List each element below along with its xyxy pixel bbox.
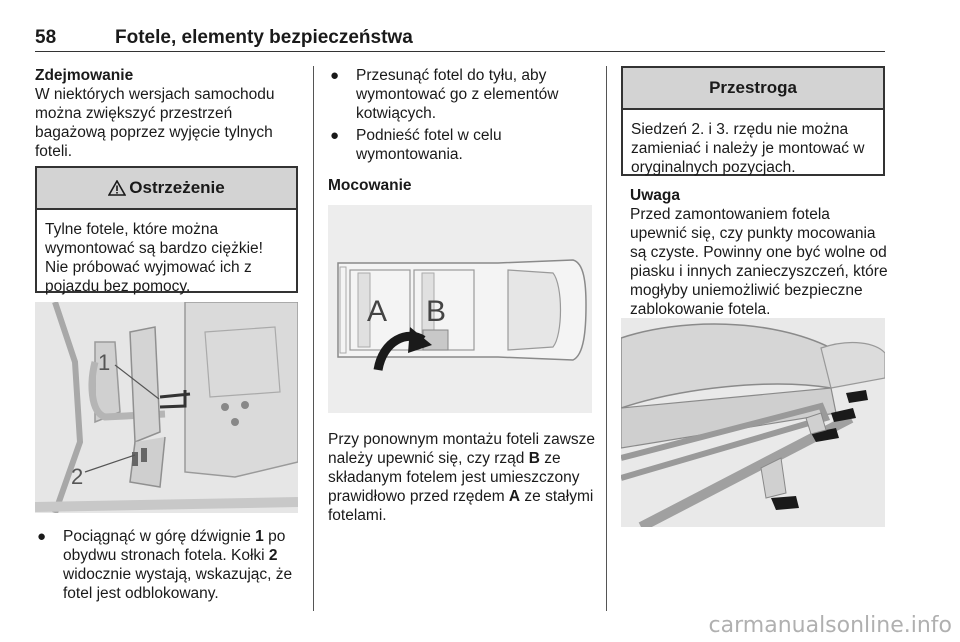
warning-box-header [37, 168, 296, 210]
bullet-lever-instruction [35, 527, 300, 603]
section-heading-mounting: Mocowanie [328, 177, 412, 194]
seat-lever-figure [35, 302, 298, 513]
figure-label-2: 2 [71, 464, 84, 489]
bullet-dot: ● [37, 528, 47, 545]
section-heading-removal: Zdejmowanie [35, 67, 134, 84]
page-number: 58 [35, 27, 57, 48]
figure-label-1: 1 [98, 350, 111, 375]
bullet-dot: ● [330, 67, 340, 84]
caution-body: Siedzeń 2. i 3. rzędu nie można zamieniać i należy je montować w oryginalnych pozycjach. [631, 121, 865, 176]
mounting-paragraph: Przy ponownym montażu foteli zawsze należy upewnić się, czy rząd B ze składanym fotelem jest umieszczony prawidłowo przed rzędem A ze stałymi fotelami. [328, 431, 596, 524]
caution-title: Przestroga [709, 78, 797, 97]
warning-box [35, 166, 298, 293]
column-divider-1 [313, 66, 314, 611]
bullet-move-seat-back [328, 66, 596, 123]
seat-anchors-figure [621, 318, 885, 527]
caution-box-header [623, 68, 883, 110]
bullet-text: Podnieść fotel w celu wymontowania. [356, 127, 502, 163]
figure-label-b: B [426, 295, 447, 328]
bullet-lift-seat [328, 126, 596, 164]
note-body: Przed zamontowaniem fotela upewnić się, czy punkty mocowania są czyste. Powinny one być wolne od piasku i innych zanieczyszczeń, które mogłyby uniemożliwić bezpieczne zablokowanie fotela. [630, 206, 888, 318]
bullet-dot: ● [330, 127, 340, 144]
watermark: carmanualsonline.info [708, 613, 952, 638]
removal-paragraph: W niektórych wersjach samochodu można zwiększyć przestrzeń bagażową poprzez wyjęcie tylnych foteli. [35, 86, 275, 160]
note-heading: Uwaga [630, 187, 680, 204]
seat-anchors-illustration [621, 318, 885, 527]
bullet-text: Przesunąć fotel do tyłu, aby wymontować go z elementów kotwiących. [356, 67, 559, 122]
warning-title: Ostrzeżenie [129, 178, 225, 197]
vehicle-layout-figure [328, 205, 592, 413]
warning-triangle-icon [108, 180, 126, 196]
page-title: Fotele, elementy bezpieczeństwa [115, 27, 413, 48]
caution-box [621, 66, 885, 176]
header-rule [35, 51, 885, 52]
warning-body: Tylne fotele, które można wymontować są bardzo ciężkie! Nie próbować wyjmować ich z pojazdu bez pomocy. [45, 221, 263, 295]
bullet-text: Pociągnąć w górę dźwignie 1 po obydwu stronach fotela. Kołki 2 widocznie wystają, wskazując, że fotel jest odblokowany. [63, 528, 293, 602]
figure-label-a: A [367, 295, 388, 328]
column-divider-2 [606, 66, 607, 611]
